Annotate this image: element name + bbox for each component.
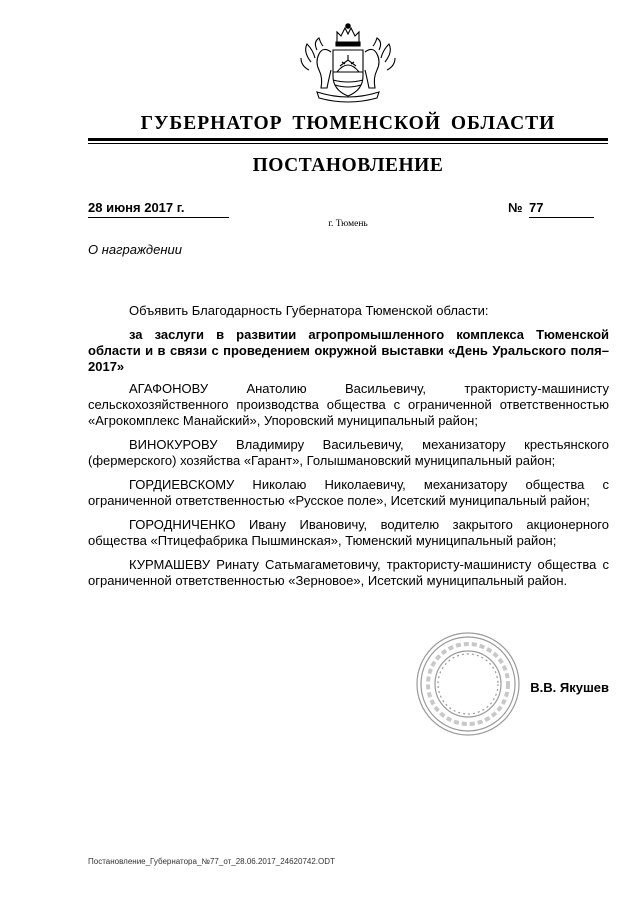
document-city: г. Тюмень [328, 219, 368, 229]
reason-paragraph: за заслуги в развитии агропромышленного комплекса Тюменской области и в связи с проведением окружной выставки «День Уральского поля–2017» [88, 327, 609, 374]
intro-paragraph: Объявить Благодарность Губернатора Тюменской области: [129, 303, 489, 318]
document-type-heading: ПОСТАНОВЛЕНИЕ [252, 155, 444, 176]
document-body [88, 303, 609, 597]
document-number-label: № [508, 200, 523, 215]
document-subject: О награждении [88, 242, 182, 257]
header-rule-thin [88, 143, 608, 144]
official-seal-stamp [414, 630, 522, 738]
awardee-paragraph: ВИНОКУРОВУ Владимиру Васильевичу, механизатору крестьянского (фермерского) хозяйства «Гарант», Голышмановский муниципальный район; [88, 437, 609, 468]
awardee-paragraph: КУРМАШЕВУ Ринату Сатьмагаметовичу, трактористу-машинисту общества с ограниченной ответственностью «Зерновое», Исетский муниципальный район. [88, 557, 609, 588]
document-number: 77 [529, 200, 594, 218]
header-rule-thick [88, 138, 608, 141]
awardee-paragraph: АГАФОНОВУ Анатолию Васильевичу, трактористу-машинисту сельскохозяйственного производства общества с ограниченной ответственностью «Агрокомплекс Манайский», Упоровский муниципальный район; [88, 381, 609, 428]
awardee-paragraph: ГОРДИЕВСКОМУ Николаю Николаевичу, механизатору общества с ограниченной ответственностью «Русское поле», Исетский муниципальный район; [88, 477, 609, 508]
footer-filename: Постановление_Губернатора_№77_от_28.06.2017_24620742.ODT [88, 857, 335, 866]
document-date: 28 июня 2017 г. [88, 200, 229, 218]
organization-title: ГУБЕРНАТОР ТЮМЕНСКОЙ ОБЛАСТИ [140, 113, 556, 134]
coat-of-arms-emblem [293, 22, 403, 104]
awardee-paragraph: ГОРОДНИЧЕНКО Ивану Ивановичу, водителю закрытого акционерного общества «Птицефабрика Пышминская», Тюменский муниципальный район; [88, 517, 609, 548]
signer-name: В.В. Якушев [530, 680, 609, 695]
